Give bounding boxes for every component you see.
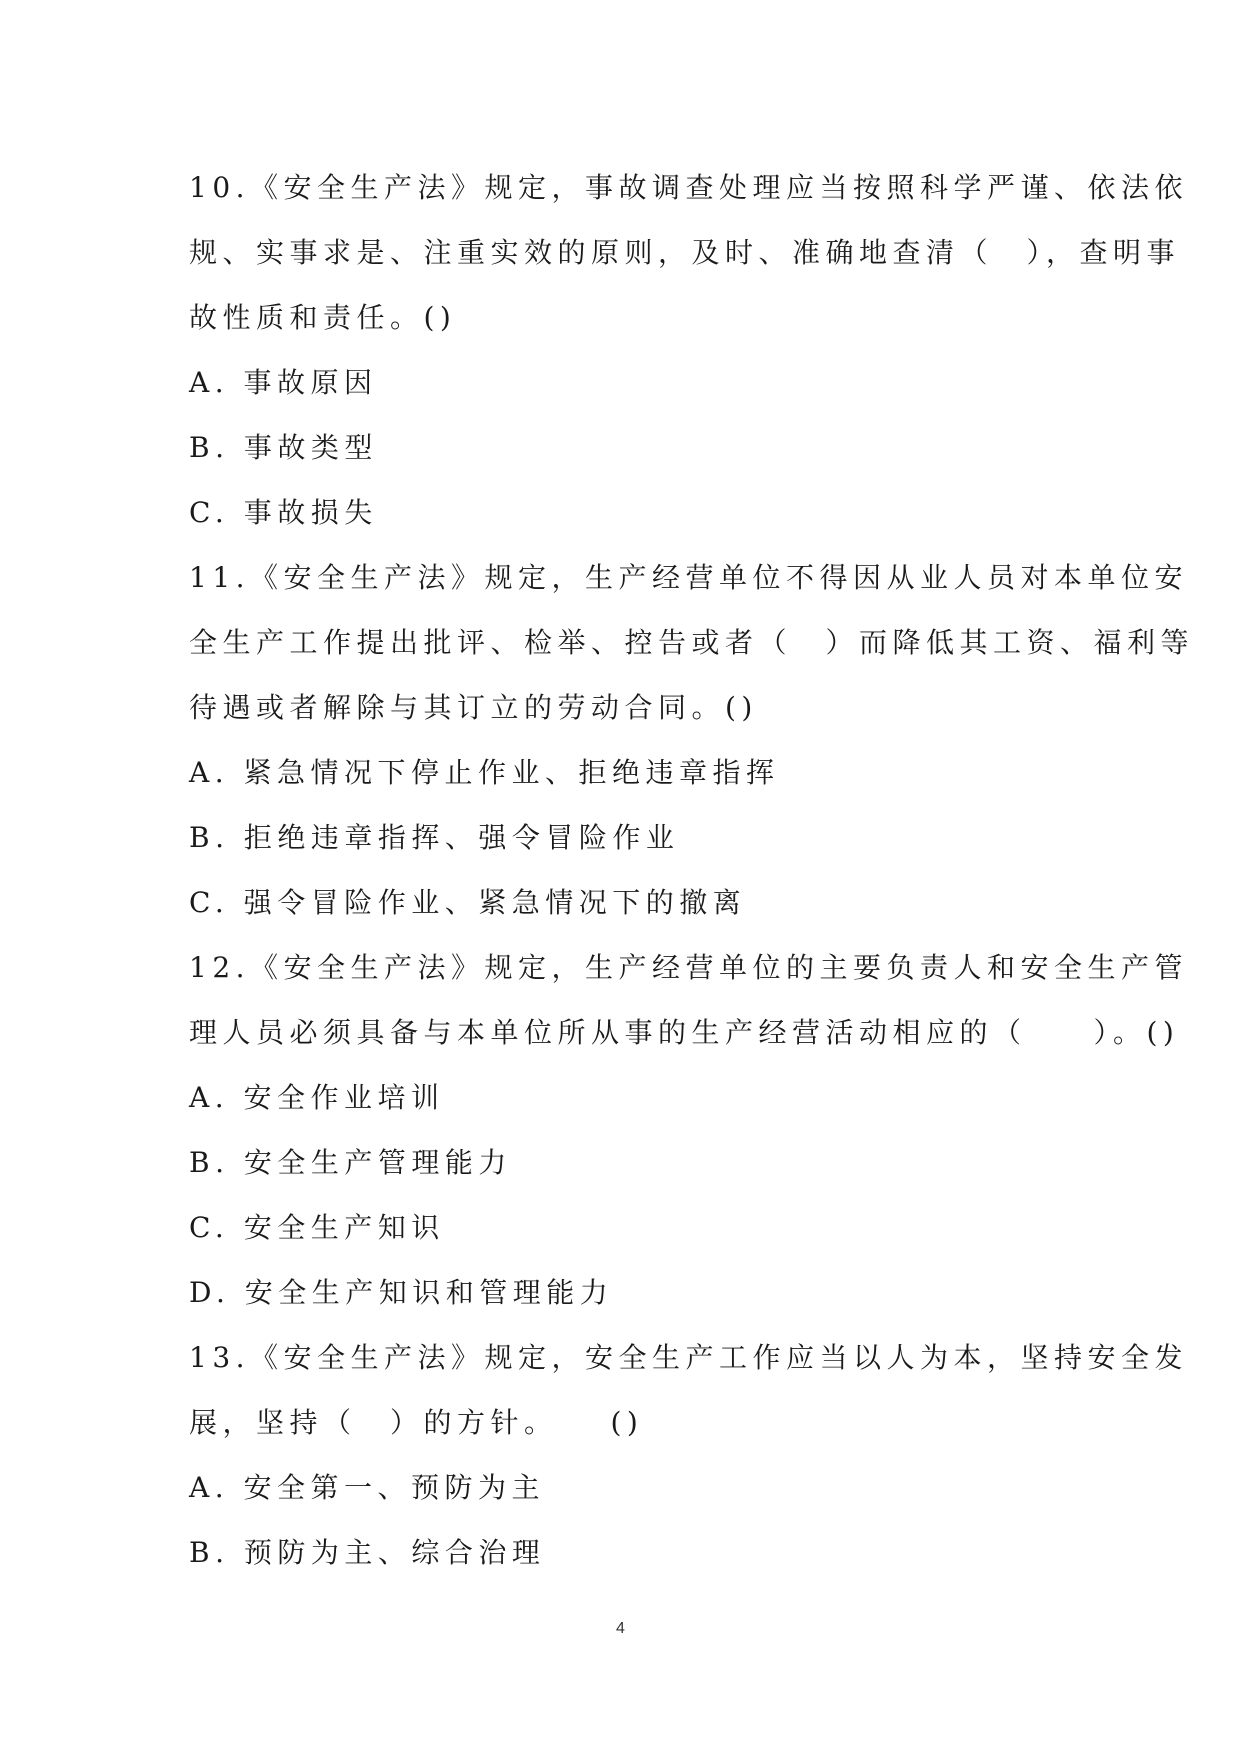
question-11-option-a: A. 紧急情况下停止作业、拒绝违章指挥 — [189, 756, 780, 789]
question-11-option-c: C. 强令冒险作业、紧急情况下的撤离 — [189, 886, 747, 919]
question-10-line-1: 10.《安全生产法》规定，事故调查处理应当按照科学严谨、依法依 — [189, 171, 1189, 204]
question-12-option-c: C. 安全生产知识 — [189, 1211, 445, 1244]
question-12-line-1: 12.《安全生产法》规定，生产经营单位的主要负责人和安全生产管 — [189, 951, 1189, 984]
question-10-line-3: 故性质和责任。() — [189, 301, 457, 334]
question-12-option-b: B. 安全生产管理能力 — [189, 1146, 512, 1179]
question-text-block — [189, 155, 1195, 1585]
question-13-option-b: B. 预防为主、综合治理 — [189, 1536, 546, 1569]
question-11-line-3: 待遇或者解除与其订立的劳动合同。() — [189, 691, 758, 724]
question-11-line-1: 11.《安全生产法》规定，生产经营单位不得因从业人员对本单位安 — [189, 561, 1189, 594]
question-13-line-2: 展，坚持（ ）的方针。 () — [189, 1406, 644, 1439]
question-10-option-c: C. 事故损失 — [189, 496, 378, 529]
page-number: 4 — [616, 1620, 625, 1637]
question-12-line-2: 理人员必须具备与本单位所从事的生产经营活动相应的（ ）。() — [189, 1016, 1180, 1049]
question-12-option-a: A. 安全作业培训 — [189, 1081, 445, 1114]
question-11-line-2: 全生产工作提出批评、检举、控告或者（ ）而降低其工资、福利等 — [189, 626, 1195, 659]
question-12-option-d: D. 安全生产知识和管理能力 — [189, 1276, 614, 1309]
question-13-line-1: 13.《安全生产法》规定，安全生产工作应当以人为本，坚持安全发 — [189, 1341, 1189, 1374]
question-10-option-a: A. 事故原因 — [189, 366, 378, 399]
question-10-line-2: 规、实事求是、注重实效的原则，及时、准确地查清（ ），查明事 — [189, 236, 1181, 269]
question-10-option-b: B. 事故类型 — [189, 431, 378, 464]
question-11-option-b: B. 拒绝违章指挥、强令冒险作业 — [189, 821, 680, 854]
question-13-option-a: A. 安全第一、预防为主 — [189, 1471, 546, 1504]
